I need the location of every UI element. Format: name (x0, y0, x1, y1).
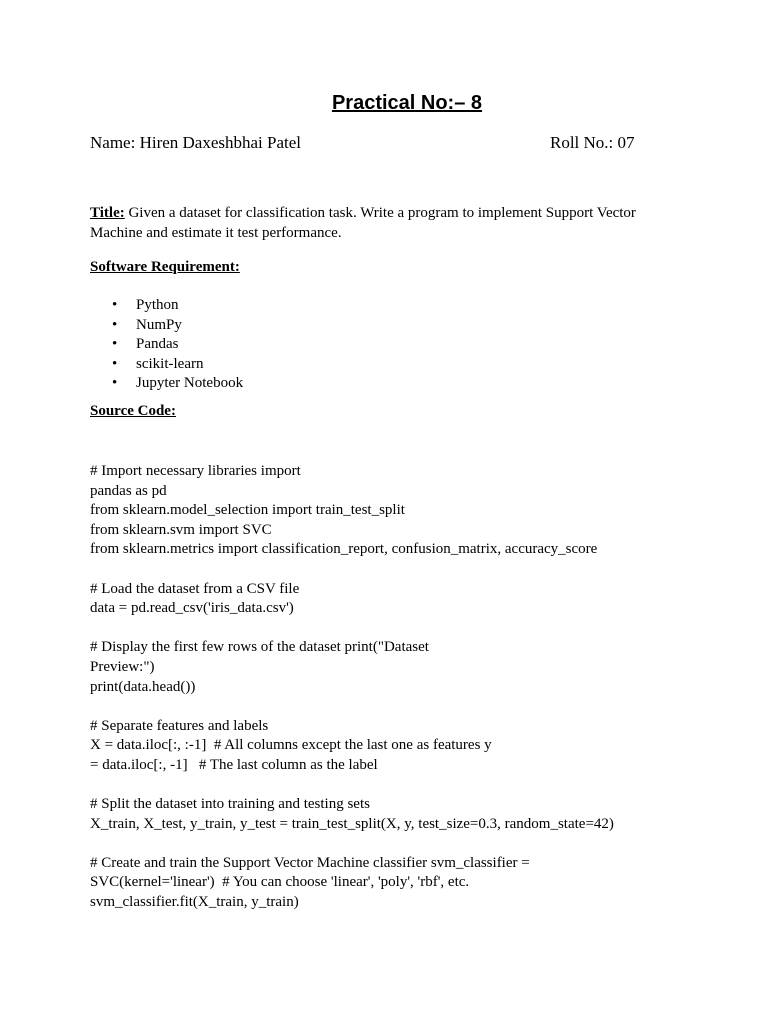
code-line (90, 619, 670, 639)
list-item (90, 374, 243, 394)
title-text: Given a dataset for classification task. Write a program to implement Support Vector Machine and estimate it test performance. (90, 205, 636, 241)
bullet-icon: • (112, 355, 118, 372)
list-item-label: Pandas (136, 336, 179, 353)
code-line: SVC(kernel='linear') # You can choose 'linear', 'poly', 'rbf', etc. (90, 874, 470, 891)
roll-number: Roll No.: 07 (550, 133, 635, 152)
code-line: from sklearn.metrics import classification_report, confusion_matrix, accuracy_score (90, 541, 598, 558)
list-item (90, 316, 243, 336)
bullet-icon: • (112, 316, 118, 333)
code-line (90, 776, 670, 796)
code-line: from sklearn.model_selection import train_test_split (90, 502, 405, 519)
bullet-icon: • (112, 336, 118, 353)
software-requirement-heading: Software Requirement: (90, 259, 240, 275)
code-line: X_train, X_test, y_train, y_test = train_test_split(X, y, test_size=0.3, random_state=42) (90, 815, 614, 832)
code-line: # Split the dataset into training and testing sets (90, 796, 370, 813)
code-line: svm_classifier.fit(X_train, y_train) (90, 894, 299, 911)
code-line: = data.iloc[:, -1] # The last column as the label (90, 756, 378, 773)
code-line: # Display the first few rows of the dataset print("Dataset (90, 639, 429, 656)
list-item-label: scikit-learn (136, 355, 204, 372)
code-line: data = pd.read_csv('iris_data.csv') (90, 600, 294, 617)
code-line: pandas as pd (90, 482, 167, 499)
code-line (90, 560, 670, 580)
list-item (90, 296, 243, 316)
title-label: Title: (90, 205, 125, 221)
list-item-label: Python (136, 297, 179, 313)
source-code-heading: Source Code: (90, 403, 176, 419)
bullet-icon: • (112, 297, 118, 313)
list-item (90, 335, 243, 355)
student-name: Name: Hiren Daxeshbhai Patel (90, 133, 302, 152)
code-line: X = data.iloc[:, :-1] # All columns except the last one as features y (90, 737, 492, 754)
source-code-block (90, 462, 670, 913)
list-item-label: Jupyter Notebook (136, 375, 244, 392)
code-line: # Import necessary libraries import (90, 463, 301, 479)
code-line: # Load the dataset from a CSV file (90, 580, 300, 597)
software-requirement-list (90, 296, 243, 394)
list-item (90, 355, 243, 375)
code-line: # Create and train the Support Vector Machine classifier svm_classifier = (90, 854, 530, 871)
list-item-label: NumPy (136, 316, 182, 333)
code-line (90, 697, 670, 717)
bullet-icon: • (112, 375, 118, 392)
code-line: # Separate features and labels (90, 717, 269, 734)
code-line (90, 834, 670, 854)
code-line: print(data.head()) (90, 678, 196, 695)
practical-heading: Practical No:– 8 (331, 92, 483, 114)
code-line: from sklearn.svm import SVC (90, 521, 272, 538)
title-paragraph (90, 203, 650, 243)
code-line: Preview:") (90, 658, 155, 675)
